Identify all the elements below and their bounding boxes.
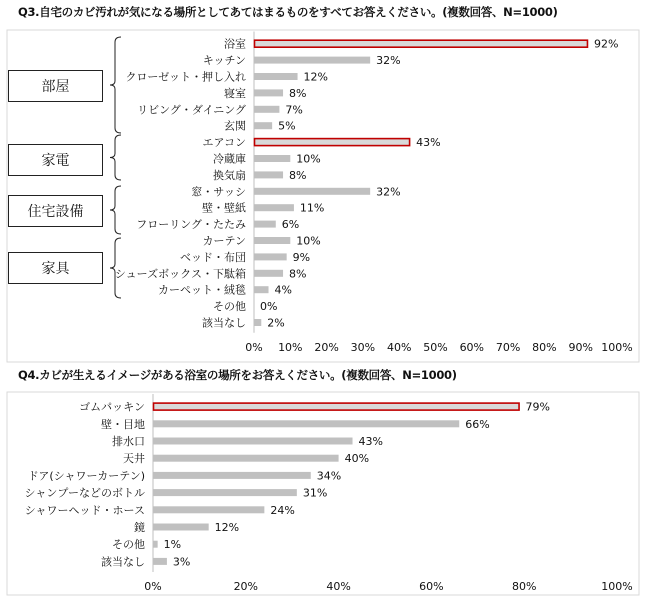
group-label-furniture: 家具	[8, 252, 103, 284]
q3-x-tick-label: 0%	[245, 341, 263, 354]
q3-value-label: 43%	[416, 136, 441, 150]
q3-value-label: 10%	[296, 234, 321, 248]
q4-bar	[153, 558, 167, 565]
q3-value-label: 11%	[299, 201, 325, 215]
q3-x-tick-label: 100%	[601, 341, 633, 354]
q4-category-label: シャワーヘッド・ホース	[24, 503, 145, 517]
q3-category-label: シューズボックス・下駄箱	[114, 267, 246, 281]
q3-category-label: 冷蔵庫	[213, 152, 246, 166]
q3-bar	[254, 122, 272, 129]
q3-title: Q3.自宅のカビ汚れが気になる場所としてあてはまるものをすべてお答えください。(複数回答、N=1000)	[18, 5, 558, 19]
q4-category-label: その他	[112, 538, 145, 552]
q3-category-label: その他	[213, 300, 246, 314]
q4-value-label: 12%	[214, 521, 240, 534]
q4-category-label: 鏡	[134, 521, 145, 534]
q3-x-tick-label: 90%	[568, 341, 593, 354]
q3-bar	[255, 139, 410, 146]
q3-category-label: ベッド・布団	[180, 250, 246, 264]
q4-x-tick-label: 20%	[233, 580, 259, 593]
q3-bar	[254, 155, 290, 162]
q3-bar	[254, 286, 269, 293]
q4-category-label: ドア(シャワーカーテン)	[27, 469, 145, 483]
q3-value-label: 32%	[376, 185, 401, 199]
q3-category-label: カーテン	[202, 234, 246, 248]
group-label-housing: 住宅設備	[8, 195, 103, 227]
q3-bar	[254, 73, 298, 80]
q4-category-label: 排水口	[112, 435, 145, 448]
q3-value-label: 6%	[281, 218, 300, 232]
q3-x-tick-label: 40%	[386, 341, 412, 354]
q3-value-label: 10%	[296, 152, 321, 166]
q3-value-label: 92%	[593, 37, 619, 51]
q4-x-tick-label: 40%	[326, 580, 351, 593]
q4-category-label: 天井	[123, 452, 145, 466]
q4-category-label: ゴムパッキン	[79, 400, 145, 414]
q4-value-label: 79%	[525, 400, 551, 414]
q3-group-bracket	[110, 186, 121, 234]
q4-value-label: 34%	[316, 469, 342, 483]
group-label-room: 部屋	[8, 70, 103, 102]
q3-x-tick-label: 80%	[532, 341, 557, 354]
q3-category-label: リビング・ダイニング	[137, 103, 246, 117]
q4-bar	[154, 403, 520, 410]
q3-value-label: 9%	[292, 250, 311, 264]
q3-value-label: 5%	[278, 119, 296, 133]
q3-bar	[254, 57, 370, 64]
q3-category-label: 窓・サッシ	[191, 185, 246, 199]
q3-category-label: フローリング・たたみ	[136, 218, 246, 232]
q3-category-label: カーペット・絨毯	[158, 283, 246, 297]
q3-value-label: 2%	[267, 316, 285, 330]
q3-x-tick-label: 10%	[278, 341, 303, 354]
q3-category-label: 浴室	[224, 37, 246, 51]
q3-value-label: 8%	[289, 168, 307, 182]
q3-bar	[254, 106, 279, 113]
q3-value-label: 7%	[285, 103, 303, 117]
q3-bar	[254, 253, 287, 260]
q3-bar	[254, 237, 290, 244]
q3-category-label: 玄関	[224, 119, 246, 133]
q3-x-tick-label: 60%	[459, 341, 485, 354]
q3-bar	[254, 188, 370, 195]
q3-category-label: 該当なし	[202, 316, 246, 330]
q4-x-tick-label: 100%	[601, 580, 633, 593]
q3-x-tick-label: 70%	[495, 341, 521, 354]
q4-bar	[153, 455, 339, 462]
q3-bar	[254, 204, 294, 211]
q4-value-label: 66%	[465, 417, 490, 431]
q3-bar	[255, 40, 588, 47]
q4-category-label: シャンプーなどのボトル	[24, 486, 145, 500]
q4-value-label: 1%	[163, 538, 182, 552]
q4-bar	[153, 524, 209, 531]
q4-x-tick-label: 80%	[511, 580, 537, 593]
q3-category-label: 換気扇	[213, 168, 246, 182]
q4-value-label: 43%	[358, 435, 383, 448]
q4-value-label: 40%	[344, 452, 370, 466]
q3-category-label: 壁・壁紙	[202, 201, 246, 215]
q4-value-label: 3%	[172, 555, 191, 569]
q4-x-tick-label: 60%	[419, 580, 444, 593]
q4-x-tick-label: 0%	[144, 580, 162, 593]
q4-bar	[153, 506, 264, 513]
q3-group-bracket	[110, 135, 121, 180]
q3-x-tick-label: 50%	[423, 341, 448, 354]
q4-bar	[153, 489, 297, 496]
q3-category-label: エアコン	[202, 136, 246, 150]
q3-value-label: 32%	[376, 54, 401, 68]
q3-group-bracket	[110, 37, 121, 133]
q3-x-tick-label: 30%	[350, 341, 376, 354]
group-label-appliance: 家電	[8, 144, 103, 176]
q4-value-label: 31%	[302, 486, 328, 500]
q4-bar	[153, 472, 311, 479]
q3-x-tick-label: 20%	[314, 341, 339, 354]
q3-category-label: 寝室	[224, 86, 246, 100]
q4-value-label: 24%	[270, 503, 295, 517]
q4-category-label: 該当なし	[101, 555, 145, 569]
q3-bar	[254, 270, 283, 277]
q3-bar	[254, 89, 283, 96]
q3-value-label: 8%	[289, 86, 307, 100]
q3-value-label: 12%	[303, 70, 329, 84]
q4-bar	[153, 438, 353, 445]
q3-value-label: 4%	[274, 283, 292, 297]
q3-bar	[254, 319, 261, 326]
q3-category-label: キッチン	[202, 54, 246, 68]
q3-bar	[254, 221, 276, 228]
q4-title: Q4.カビが生えるイメージがある浴室の場所をお答えください。(複数回答、N=1000)	[18, 368, 457, 382]
q4-category-label: 壁・目地	[101, 417, 145, 431]
q4-bar	[153, 541, 158, 548]
q3-value-label: 8%	[289, 267, 307, 281]
q3-category-label: クローゼット・押し入れ	[125, 70, 246, 84]
q3-bar	[254, 171, 283, 178]
q3-value-label: 0%	[260, 300, 278, 314]
q4-bar	[153, 420, 459, 427]
